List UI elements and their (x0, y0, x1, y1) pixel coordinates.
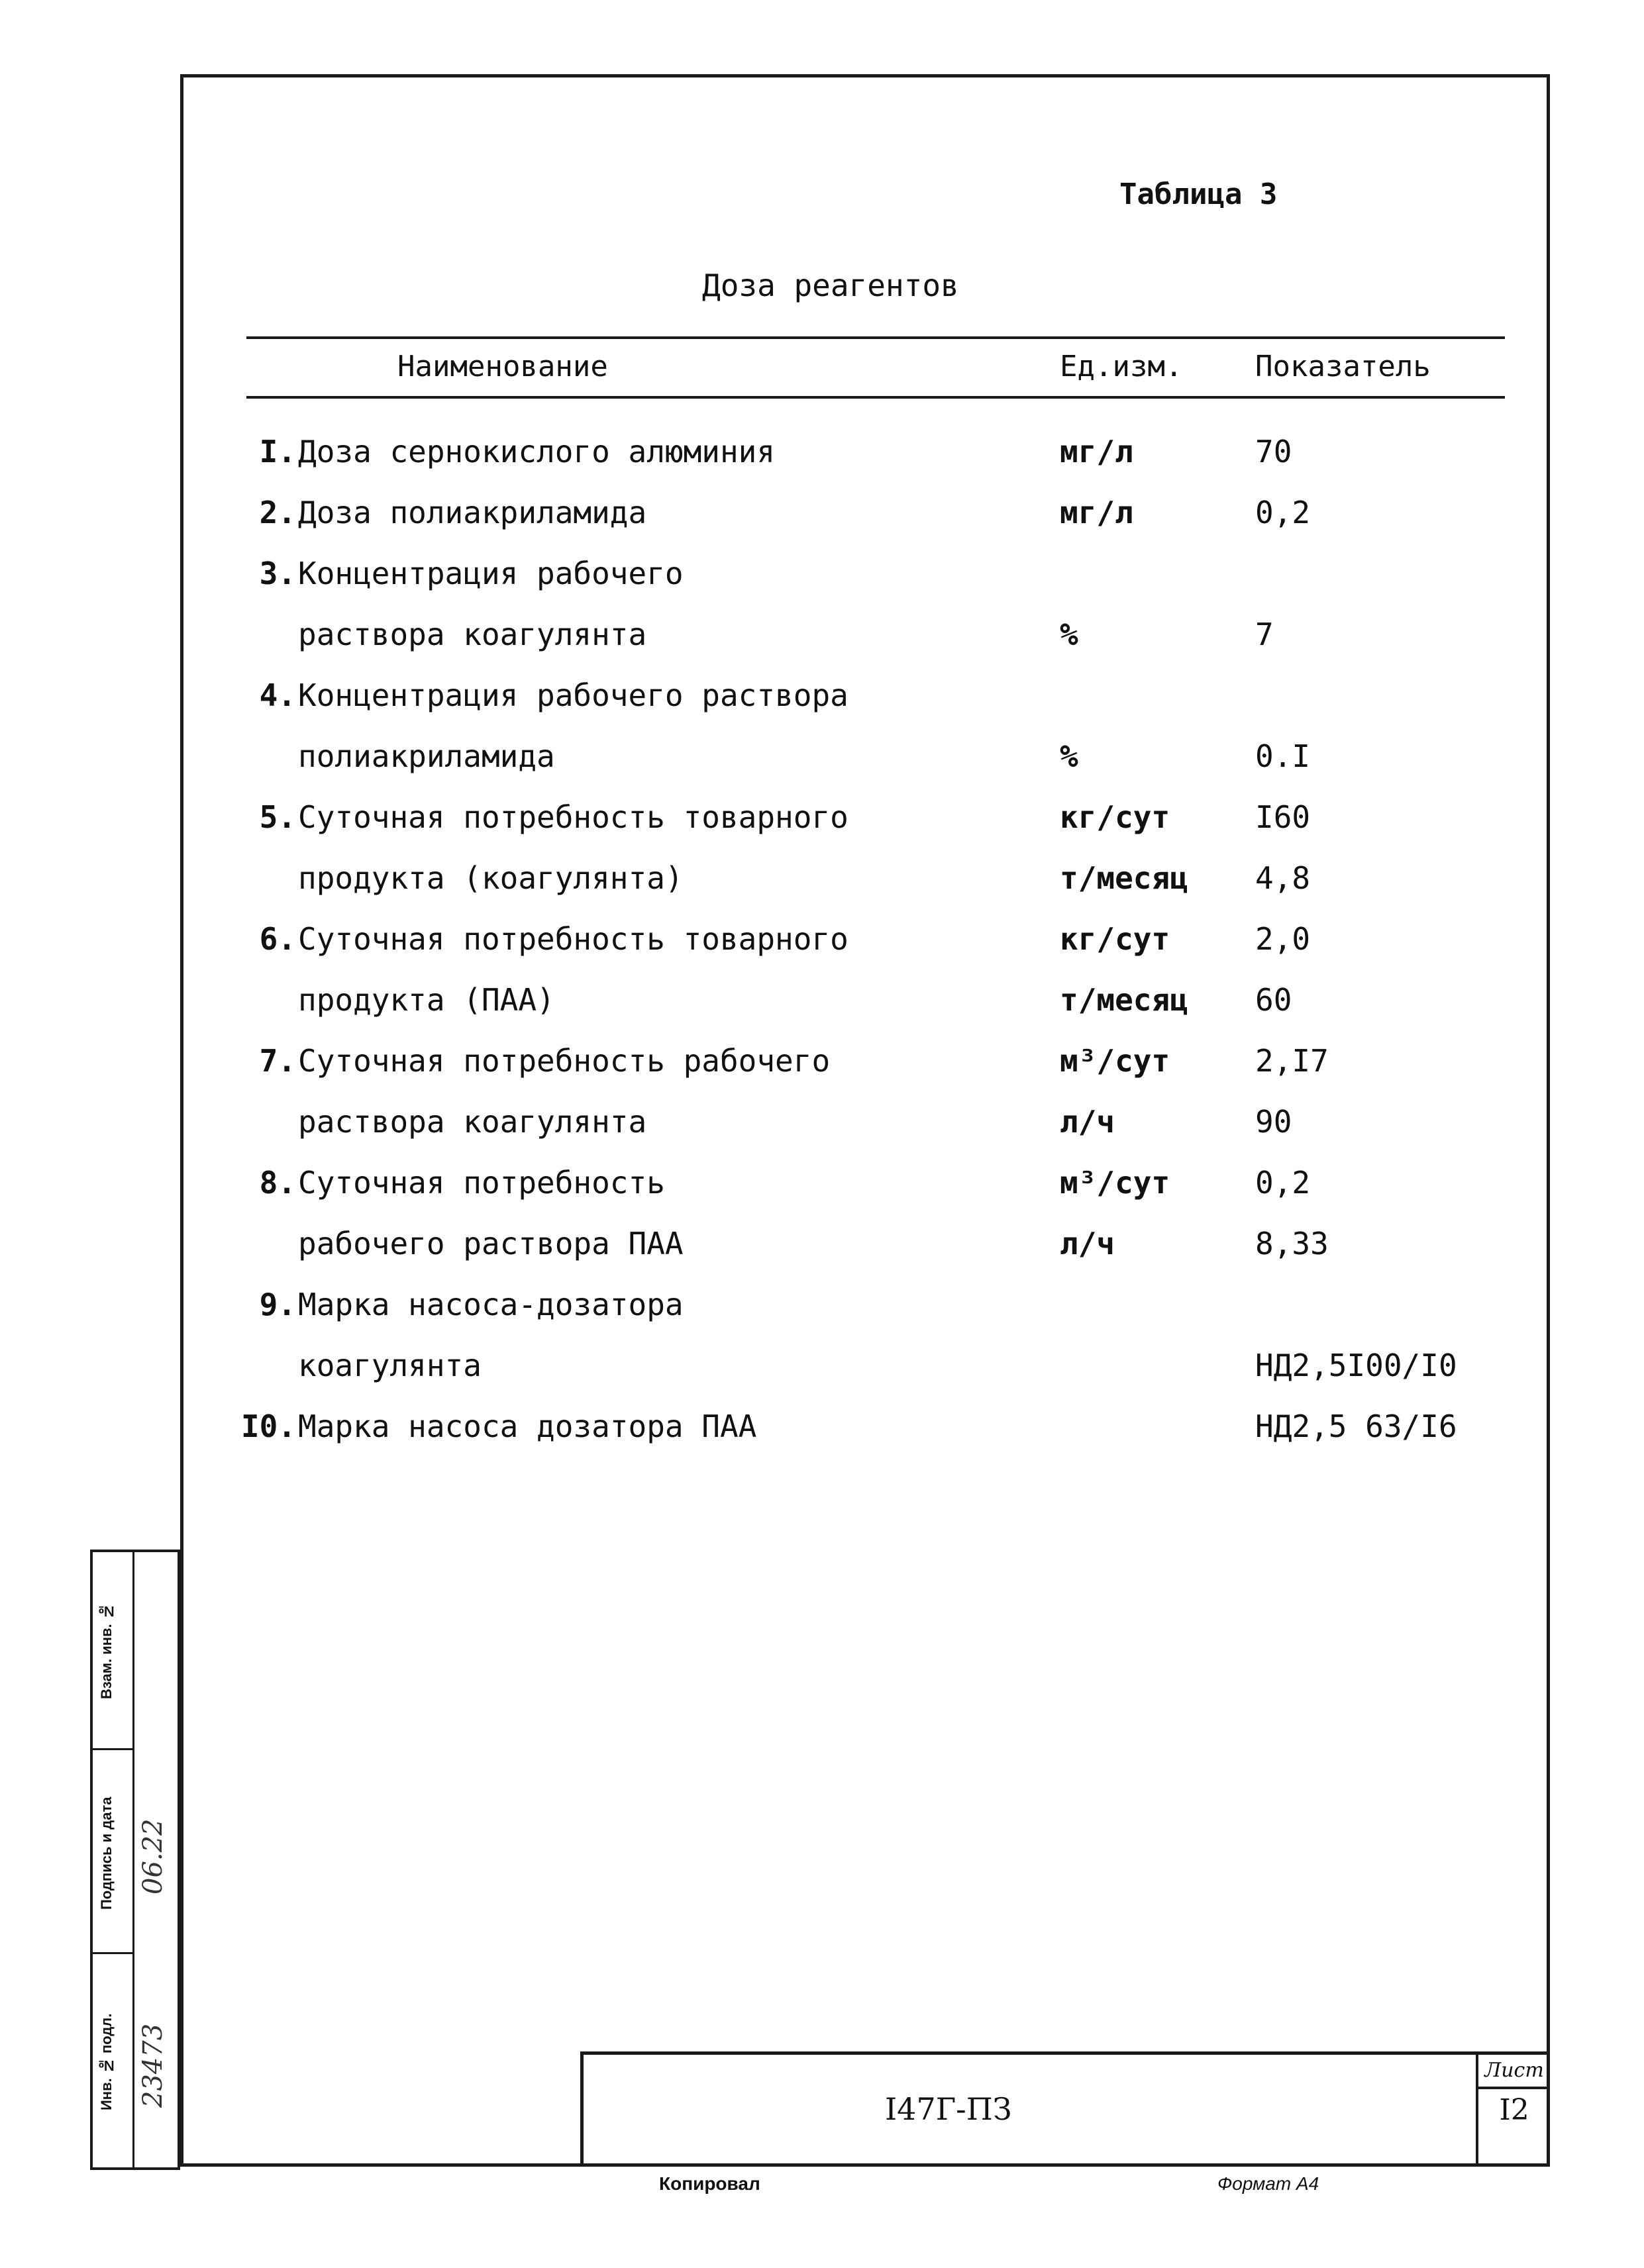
column-header-value: Показатель (1255, 350, 1431, 383)
table-row (0, 1287, 1644, 1333)
row-value: НД2,5I00/I0 (1255, 1348, 1457, 1383)
column-header-name: Наименование (397, 350, 608, 383)
row-value: 7 (1255, 616, 1274, 652)
stamp-handwritten-inv: 23473 (138, 2023, 168, 2108)
table-row (0, 738, 1644, 785)
row-number: I0. (240, 1408, 296, 1444)
row-number: 9. (259, 1287, 296, 1322)
row-unit: кг/сут (1060, 799, 1170, 835)
row-text: коагулянта (298, 1348, 482, 1383)
footer-format: Формат А4 (1217, 2173, 1319, 2194)
row-unit: % (1060, 738, 1078, 774)
row-text: Марка насоса-дозатора (298, 1287, 684, 1322)
table-row (0, 1104, 1644, 1150)
row-number: 6. (259, 921, 296, 957)
row-unit: т/месяц (1060, 860, 1188, 896)
row-text: полиакриламида (298, 738, 555, 774)
sheet-column (1476, 2055, 1550, 2167)
row-value: I60 (1255, 799, 1311, 835)
row-text: раствора коагулянта (298, 616, 647, 652)
row-unit: кг/сут (1060, 921, 1170, 957)
stamp-divider (132, 1552, 134, 2167)
table-number: Таблица 3 (1119, 177, 1278, 211)
header-rule-bottom (246, 396, 1505, 399)
row-text: Доза полиакриламида (298, 495, 647, 530)
row-text: Суточная потребность товарного (298, 921, 848, 957)
row-text: раствора коагулянта (298, 1104, 647, 1140)
table-row (0, 1226, 1644, 1272)
row-value: 4,8 (1255, 860, 1311, 896)
table-row (0, 799, 1644, 846)
footer-copied: Копировал (659, 2173, 760, 2194)
row-number: 4. (259, 677, 296, 713)
row-unit: л/ч (1060, 1104, 1115, 1140)
row-value: 0,2 (1255, 1165, 1311, 1201)
row-text: продукта (ПАА) (298, 982, 555, 1018)
table-row (0, 982, 1644, 1028)
row-number: 5. (259, 799, 296, 835)
row-value: 90 (1255, 1104, 1292, 1140)
row-number: 8. (259, 1165, 296, 1201)
table-row (0, 616, 1644, 663)
table-row (0, 434, 1644, 480)
row-number: I. (259, 434, 296, 469)
stamp-label-signature: Подпись и дата (98, 1797, 115, 1910)
table-row (0, 1348, 1644, 1394)
row-unit: л/ч (1060, 1226, 1115, 1261)
row-value: 60 (1255, 982, 1292, 1018)
document-code: I47Г-ПЗ (885, 2091, 1012, 2127)
side-stamp (90, 1550, 180, 2170)
row-text: Концентрация рабочего (298, 556, 684, 591)
stamp-label-inv-replace: Взам. инв. № (98, 1603, 115, 1700)
row-unit: % (1060, 616, 1078, 652)
row-value: 8,33 (1255, 1226, 1329, 1261)
sheet-number: I2 (1499, 2093, 1529, 2127)
row-value: 70 (1255, 434, 1292, 469)
row-unit: м³/сут (1060, 1165, 1170, 1201)
row-text: Суточная потребность рабочего (298, 1043, 831, 1079)
row-value: 2,I7 (1255, 1043, 1329, 1079)
row-unit: т/месяц (1060, 982, 1188, 1018)
table-row (0, 921, 1644, 967)
table-row (0, 1043, 1644, 1089)
row-text: Суточная потребность товарного (298, 799, 848, 835)
row-unit: мг/л (1060, 495, 1133, 530)
row-number: 3. (259, 556, 296, 591)
table-row (0, 1408, 1644, 1455)
row-unit: мг/л (1060, 434, 1133, 469)
table-row (0, 1165, 1644, 1211)
row-value: 0,2 (1255, 495, 1311, 530)
row-text: Концентрация рабочего раствора (298, 677, 848, 713)
row-text: Доза сернокислого алюминия (298, 434, 776, 469)
row-number: 7. (259, 1043, 296, 1079)
title-block (580, 2051, 1550, 2167)
row-text: Суточная потребность (298, 1165, 665, 1201)
table-row (0, 677, 1644, 724)
row-value: НД2,5 63/I6 (1255, 1408, 1457, 1444)
row-value: 0.I (1255, 738, 1311, 774)
stamp-handwritten-signature: 06.22 (138, 1818, 168, 1895)
table-row (0, 860, 1644, 907)
sheet-label: Лист (1478, 2055, 1550, 2089)
document-title: Доза реагентов (702, 268, 959, 303)
row-unit: м³/сут (1060, 1043, 1170, 1079)
header-rule-top (246, 336, 1505, 339)
stamp-label-inv-original: Инв. № подл. (98, 2013, 115, 2111)
table-row (0, 556, 1644, 602)
row-value: 2,0 (1255, 921, 1311, 957)
table-row (0, 495, 1644, 541)
column-header-unit: Ед.изм. (1060, 350, 1183, 383)
row-text: Марка насоса дозатора ПАА (298, 1408, 757, 1444)
row-text: рабочего раствора ПАА (298, 1226, 684, 1261)
row-number: 2. (259, 495, 296, 530)
row-text: продукта (коагулянта) (298, 860, 684, 896)
